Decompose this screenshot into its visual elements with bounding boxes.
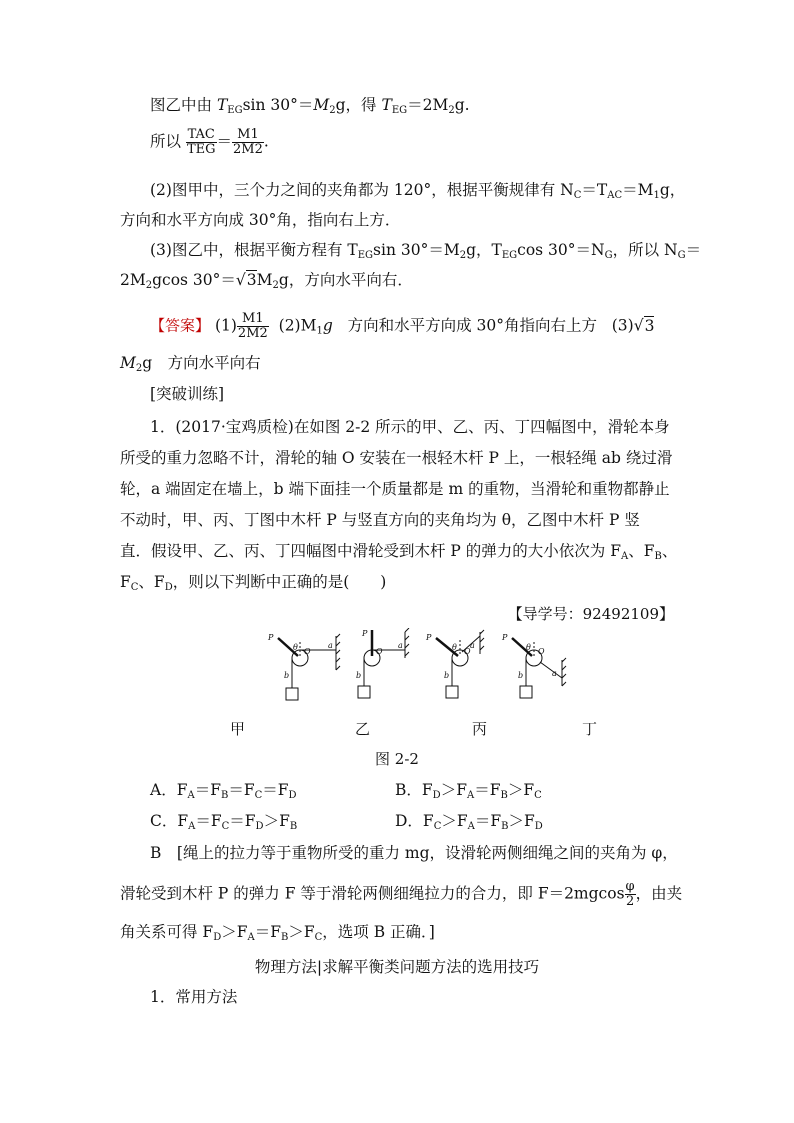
text: 1: [316, 325, 323, 337]
text: EG: [391, 105, 408, 116]
text: ＝F: [254, 923, 281, 941]
answer-line-2: [120, 353, 261, 379]
text: D: [534, 821, 543, 832]
text: M: [120, 354, 136, 372]
label-P: P: [502, 633, 508, 642]
numerator: M1: [232, 128, 264, 143]
text: C: [314, 932, 323, 943]
text: 、: [661, 542, 678, 560]
text: G: [604, 250, 613, 261]
solution-line-4: [120, 210, 400, 230]
text: ＝F: [262, 781, 289, 799]
text: ＞F: [507, 781, 535, 799]
label-a: a: [470, 641, 475, 650]
text: B: [289, 821, 298, 832]
answer-tag: 【答案】: [150, 316, 211, 335]
text: 滑轮受到木杆 P 的弹力 F 等于滑轮两侧细绳拉力的合力，即 F＝2mgcos: [120, 884, 625, 903]
label-theta: θ: [293, 643, 298, 652]
text: sin 30°＝: [242, 96, 314, 114]
text: A: [187, 790, 195, 801]
text: 图乙中由: [150, 96, 217, 114]
explanation-line-1: [150, 843, 678, 863]
text: ＞F: [440, 781, 467, 799]
explanation-line-2: [120, 880, 682, 909]
text: g，方向水平向右．: [278, 271, 413, 289]
text: B: [654, 551, 662, 562]
label-O: O: [376, 647, 383, 656]
figure-label-yi: 乙: [355, 720, 371, 738]
text: G: [677, 250, 686, 261]
text: D: [432, 790, 441, 801]
text: ＝F: [228, 781, 255, 799]
figure-bing: [436, 630, 484, 698]
label-theta: θ: [452, 643, 457, 652]
text: B [绳上的拉力等于重物所受的重力 mg，设滑轮两侧细绳之间的夹角为 φ，: [150, 844, 678, 862]
text: A: [620, 551, 629, 562]
text: 方向和水平方向成 30°角指向右上方: [347, 316, 597, 335]
label-O: O: [464, 647, 471, 656]
numerator: φ: [625, 879, 635, 894]
text: (1): [214, 316, 237, 335]
fraction: [232, 128, 264, 157]
explanation-line-3: [120, 922, 435, 948]
label-P: P: [268, 633, 274, 642]
text: A: [188, 821, 196, 832]
solution-line-2: [150, 128, 269, 157]
option-d: [395, 811, 543, 837]
text: ＞F: [263, 812, 290, 830]
fraction: [625, 880, 636, 909]
text: D: [164, 582, 173, 593]
label-b: b: [444, 671, 450, 680]
label-P: P: [426, 633, 432, 642]
text: g，T: [466, 241, 502, 259]
label-a: a: [398, 641, 403, 650]
text: gcos 30°＝: [152, 271, 236, 289]
text: C: [433, 821, 442, 832]
text: 不动时，甲、丙、丁图中木杆 P 与竖直方向的夹角均为 θ，乙图中木杆 P 竖: [120, 511, 640, 529]
text: T: [381, 96, 392, 114]
text: A: [466, 790, 475, 801]
text: 所受的重力忽略不计，滑轮的轴 O 安装在一根轻木杆 P 上，一根轻绳 ab 绕过滑: [120, 449, 673, 467]
text: B．F: [395, 781, 433, 799]
label-b: b: [284, 671, 290, 680]
text: cos 30°＝N: [517, 241, 605, 259]
q1-line-1: [150, 417, 670, 437]
q1-line-5: [120, 541, 677, 567]
text: EG: [357, 250, 374, 261]
text: ＝F: [194, 781, 221, 799]
text: ，则以下判断中正确的是( ): [172, 573, 387, 591]
text: C．F: [150, 812, 189, 830]
fraction: [186, 128, 217, 157]
text: 所以: [150, 132, 182, 151]
text: 2M: [120, 271, 146, 289]
denominator: 2: [625, 894, 635, 909]
q1-line-6: [120, 572, 386, 598]
text: C: [254, 790, 263, 801]
text: EG: [227, 105, 243, 116]
text: g.: [454, 96, 470, 114]
text: (2)M: [278, 316, 317, 335]
training-heading: [150, 384, 224, 404]
label-b: b: [518, 671, 524, 680]
text: A: [247, 932, 255, 943]
sqrt-value: 3: [246, 271, 257, 289]
q1-line-3: [120, 479, 670, 499]
label-a: a: [328, 641, 333, 650]
text: 1．常用方法: [150, 988, 238, 1006]
text: ＝2M: [407, 96, 449, 114]
text: 1．(2017·宝鸡质检)在如图 2-2 所示的甲、乙、丙、丁四幅图中，滑轮本身: [150, 418, 670, 436]
text: ，由夹: [635, 884, 683, 903]
text: 2: [448, 105, 455, 116]
text: 轮，a 端固定在墙上，b 端下面挂一个质量都是 m 的重物，当滑轮和重物都静止: [120, 480, 670, 498]
figure-yi: [358, 628, 409, 698]
numerator: TAC: [187, 127, 215, 142]
text: AC: [607, 190, 623, 201]
text: (3): [611, 316, 634, 335]
label-O: O: [304, 647, 311, 656]
text: D．F: [395, 812, 434, 830]
figure-label-jia: 甲: [230, 720, 246, 738]
text: 角关系可得 F: [120, 923, 214, 941]
method-title: 物理方法|求解平衡类问题方法的选用技巧: [254, 958, 540, 976]
label-theta: θ: [526, 643, 531, 652]
text: .: [263, 132, 269, 151]
text: 2: [135, 363, 143, 374]
text: g，得: [335, 96, 382, 114]
text: ＝F: [229, 812, 256, 830]
text: ＝T: [581, 181, 608, 199]
text: ＝: [685, 241, 702, 259]
text: ＞F: [441, 812, 468, 830]
text: ＝F: [195, 812, 222, 830]
text: M: [313, 96, 330, 114]
q1-line-4: [120, 510, 640, 530]
text: B: [220, 790, 229, 801]
text: 2: [329, 105, 336, 116]
text: g，: [659, 181, 686, 199]
denominator: 2M2: [237, 326, 268, 341]
text: ＝M: [622, 181, 654, 199]
text: ＞F: [508, 812, 535, 830]
text: T: [216, 96, 228, 114]
denominator: 2M2: [233, 142, 263, 157]
solution-line-3: [150, 180, 685, 206]
solution-line-5: [150, 240, 701, 266]
text: C: [534, 790, 542, 801]
numerator: M1: [237, 312, 269, 327]
figure-label-ding: 丁: [582, 720, 598, 738]
pulley-figure: [240, 628, 580, 708]
text: ＝F: [474, 812, 502, 830]
text: ＝F: [474, 781, 501, 799]
text: A．F: [150, 781, 188, 799]
denominator: TEG: [186, 142, 216, 157]
text: ＝: [216, 132, 233, 151]
solution-line-6: $2M_2gcos$ $30^\circ=√3M_2g$，方向水平向右．: [120, 271, 413, 291]
text: ，所以 N: [612, 241, 678, 259]
text: B: [501, 821, 509, 832]
text: g: [322, 316, 333, 335]
text: C: [130, 582, 139, 593]
figure-label-bing: 丙: [472, 720, 488, 738]
text: D: [213, 932, 222, 943]
text: M: [256, 271, 273, 289]
solution-line-1: [150, 95, 470, 121]
text: (2)图甲中，三个力之间的夹角都为 120°，根据平衡规律有 N: [150, 181, 574, 199]
sqrt-value: 3: [644, 316, 655, 335]
text: ＞F: [221, 923, 248, 941]
text: [突破训练]: [150, 385, 225, 403]
text: ＞F: [288, 923, 315, 941]
text: B: [280, 932, 289, 943]
text: 方向和水平方向成 30°角，指向右上方．: [120, 211, 401, 229]
text: 1: [653, 190, 660, 201]
text: g 方向水平向右: [142, 354, 261, 372]
text: F: [120, 573, 131, 591]
text: A: [467, 821, 475, 832]
option-a: [150, 780, 297, 806]
method-item-1: [150, 987, 237, 1007]
answer-line-1: 【答案】 (1) $\frac{M1}{2M2}$ $(2)M_1g$ 方向和水平方向成 30°角指向右上方 (3)√3: [150, 311, 655, 341]
q1-line-2: [120, 448, 672, 468]
label-b: b: [356, 671, 362, 680]
text: 直．假设甲、乙、丙、丁四幅图中滑轮受到木杆 P 的弹力的大小依次为 F: [120, 542, 621, 560]
label-a: a: [552, 669, 557, 678]
text: D: [288, 790, 297, 801]
text: C: [221, 821, 230, 832]
text: 、F: [138, 573, 165, 591]
text: 2: [145, 280, 153, 291]
label-P: P: [362, 629, 368, 638]
text: EG: [501, 250, 518, 261]
fraction: [237, 312, 269, 341]
figure-caption: 图 2-2: [375, 750, 419, 768]
text: sin 30°＝M: [373, 241, 460, 259]
text: C: [573, 190, 582, 201]
text: D: [255, 821, 264, 832]
label-O: O: [538, 647, 545, 656]
text: 2: [459, 250, 467, 261]
option-c: [150, 811, 297, 837]
text: 、F: [628, 542, 655, 560]
option-b: [395, 780, 542, 806]
text: (3)图乙中，根据平衡方程有 T: [150, 241, 358, 259]
reference-number: 【导学号：92492109】: [507, 605, 674, 623]
text: B: [500, 790, 508, 801]
text: ，选项 B 正确．]: [322, 923, 435, 941]
text: 2: [272, 280, 279, 291]
